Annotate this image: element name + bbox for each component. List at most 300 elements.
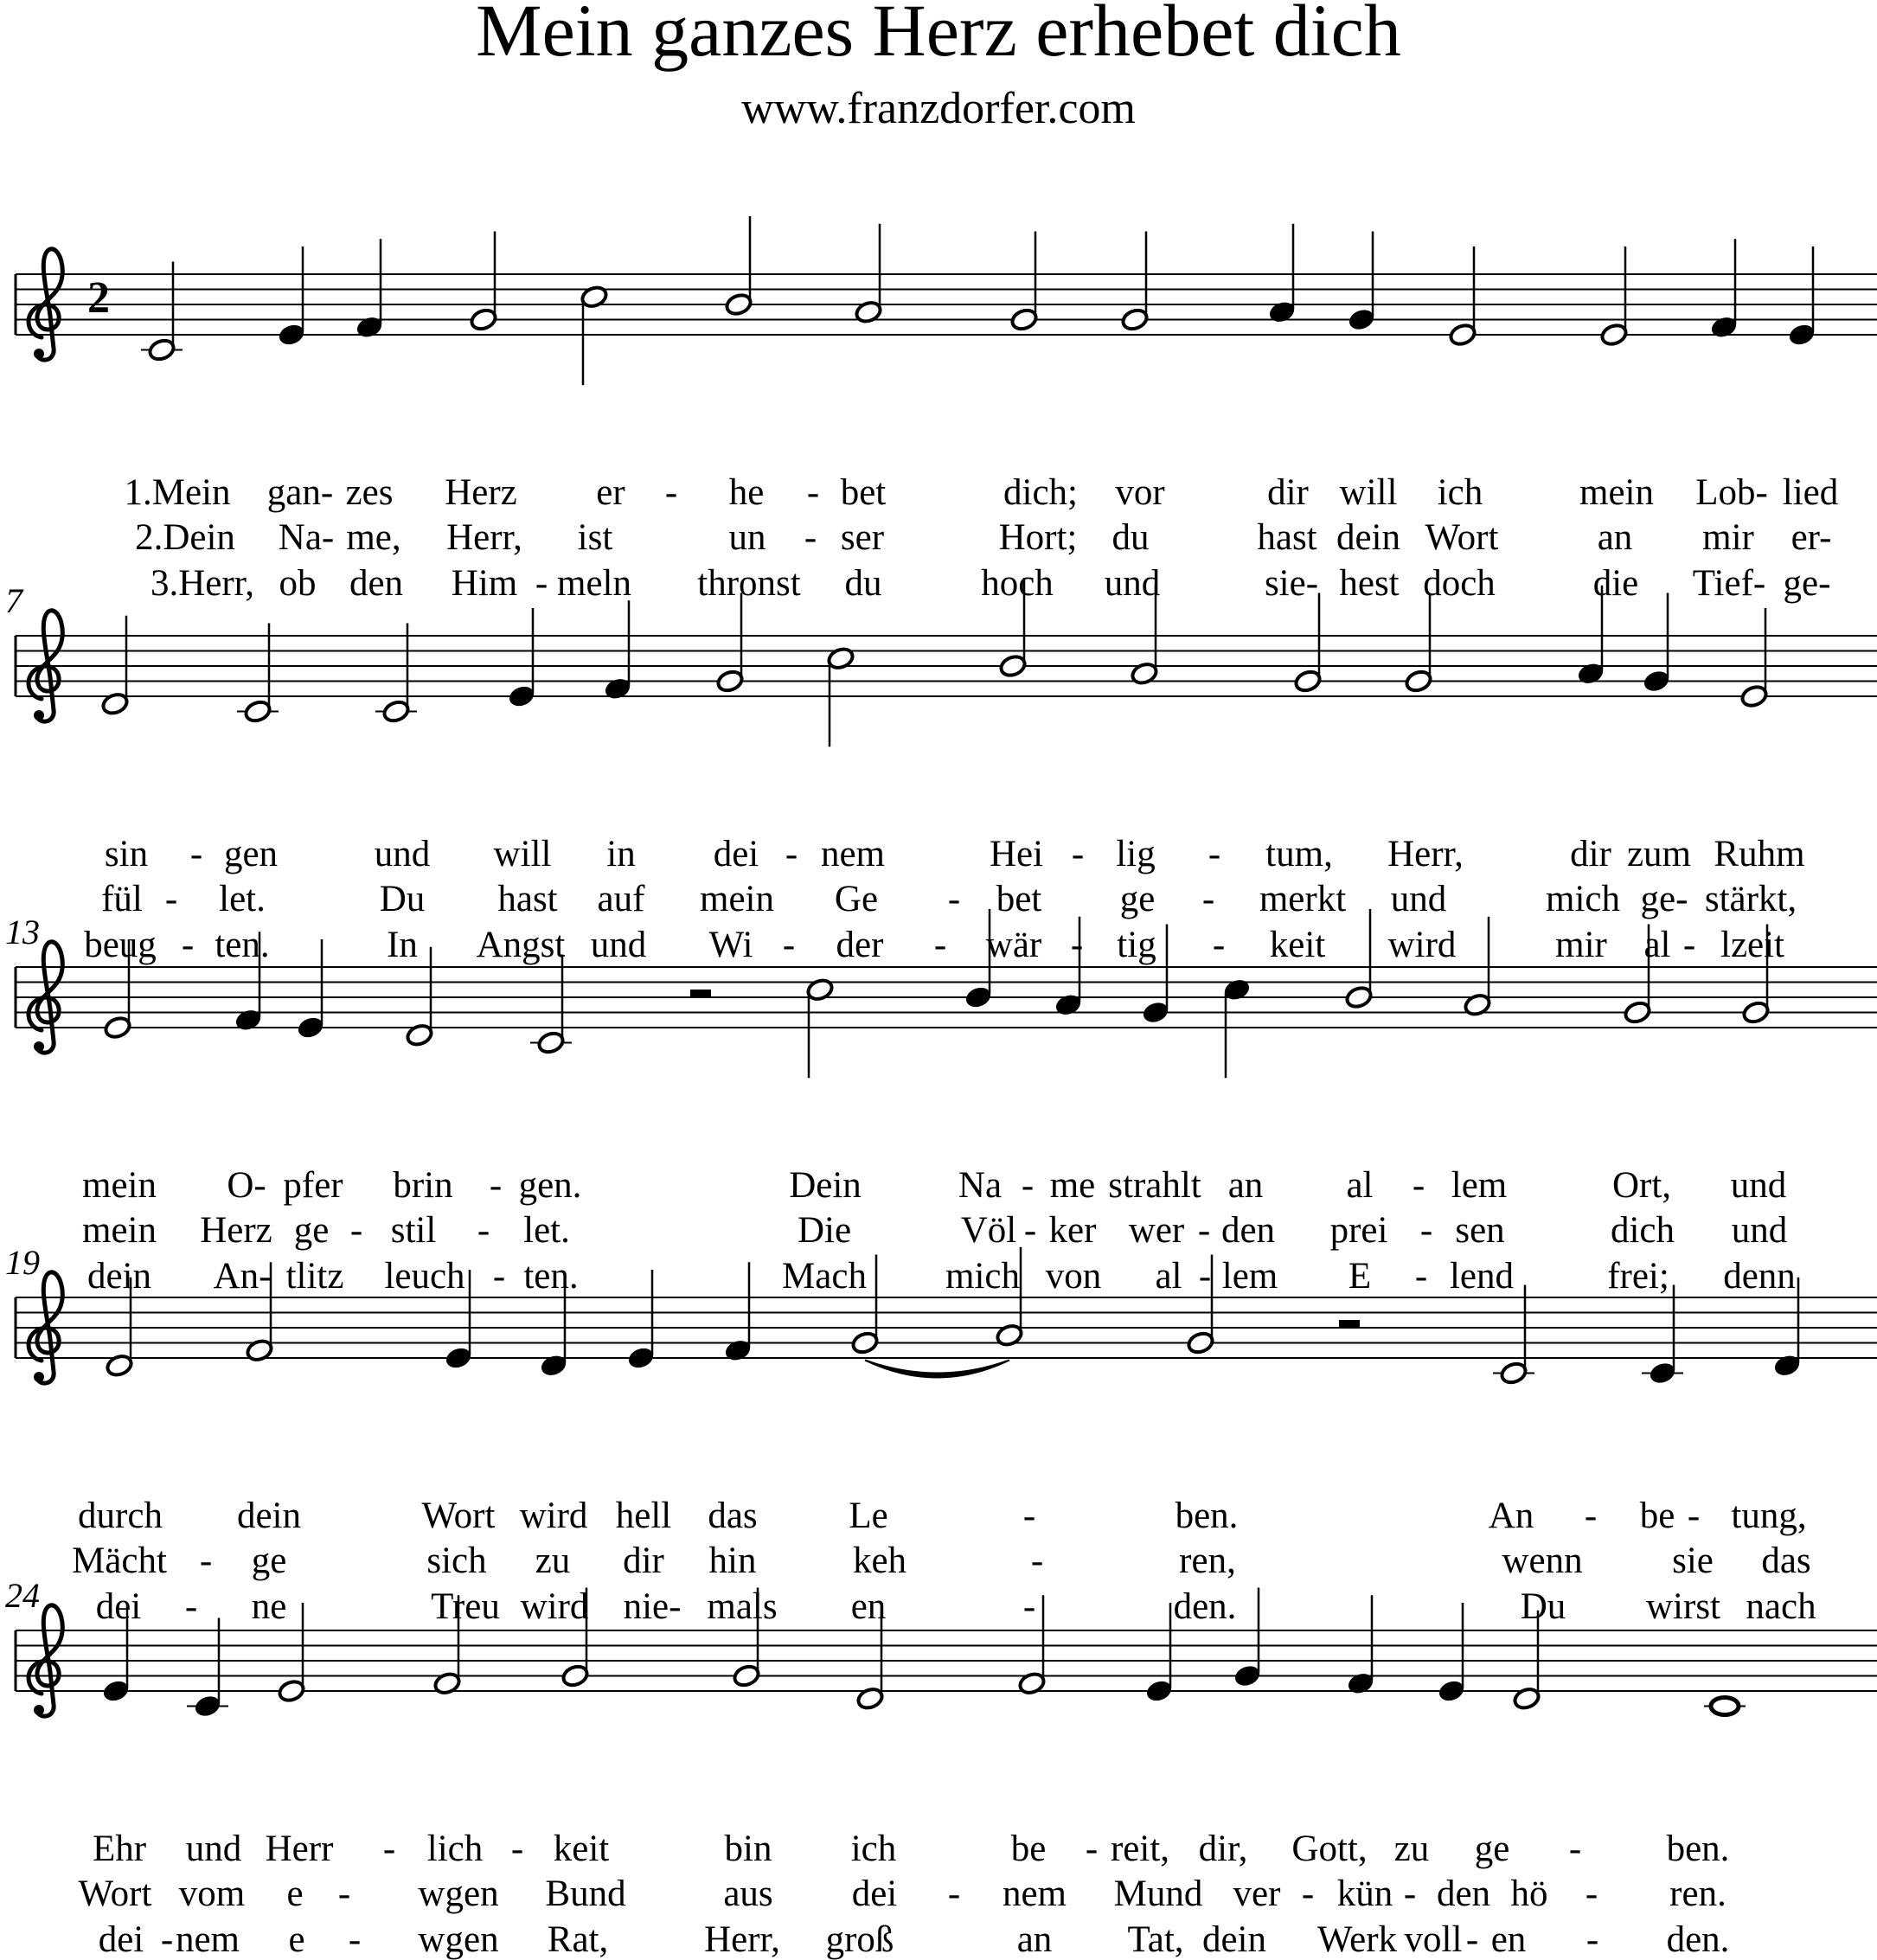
quarter-note: [1772, 1353, 1801, 1378]
half-note: [995, 1323, 1023, 1348]
lyric-syllable: tlitz: [285, 1256, 344, 1297]
lyric-syllable: hell: [615, 1496, 672, 1536]
lyric-syllable: und: [1730, 1165, 1787, 1206]
lyric-syllable: pfer: [283, 1165, 343, 1206]
lyric-syllable: -: [164, 879, 178, 919]
lyric-syllable: -: [1301, 1874, 1315, 1914]
lyric-syllable: -: [160, 1919, 174, 1960]
lyric-syllable: ne: [251, 1586, 287, 1627]
lyric-syllable: wer: [1128, 1210, 1185, 1251]
lyric-syllable: wenn: [1502, 1540, 1583, 1581]
lyric-syllable: wird: [1387, 925, 1457, 965]
lyric-syllable: dein: [1201, 1919, 1267, 1960]
lyric-syllable: frei;: [1607, 1256, 1669, 1297]
lyric-syllable: 1.Mein: [124, 472, 231, 513]
half-note: [850, 1330, 879, 1355]
lyric-syllable: Du: [379, 879, 426, 919]
lyric-syllable: will: [493, 834, 552, 874]
lyric-syllable: keit: [553, 1829, 610, 1869]
lyric-syllable: E: [1348, 1256, 1372, 1297]
lyric-syllable: -: [489, 1165, 503, 1206]
lyric-syllable: zu: [535, 1540, 571, 1581]
lyric-syllable: beug: [84, 925, 157, 965]
half-note: [1739, 683, 1768, 708]
half-note: [561, 1663, 589, 1688]
lyric-syllable: dir,: [1198, 1829, 1248, 1869]
lyric-syllable: ten.: [215, 925, 270, 965]
lyric-syllable: Gott,: [1291, 1829, 1368, 1869]
lyric-syllable: den.: [1173, 1586, 1237, 1627]
quarter-note: [193, 1694, 221, 1719]
lyric-syllable: ge-: [1640, 879, 1688, 919]
half-note: [103, 1015, 131, 1040]
lyric-syllable: mein: [82, 1165, 157, 1206]
lyric-syllable: bet: [840, 472, 887, 513]
lyric-syllable: -: [1030, 1540, 1044, 1581]
lyric-syllable: zum: [1626, 834, 1692, 874]
lyric-syllable: sie-: [1264, 563, 1319, 604]
half-note: [1293, 669, 1322, 694]
lyric-syllable: Angst: [476, 925, 566, 965]
half-note: [1017, 1671, 1046, 1696]
quarter-note: [1144, 1678, 1173, 1703]
lyric-syllable: den: [1220, 1210, 1276, 1251]
lyric-syllable: er-: [1791, 517, 1832, 558]
half-note: [1344, 984, 1373, 1009]
lyric-syllable: hast: [497, 879, 558, 919]
lyric-syllable: doch: [1423, 563, 1496, 604]
lyric-syllable: tum,: [1265, 834, 1333, 874]
lyric-syllable: meln: [557, 563, 631, 604]
lyric-syllable: kün: [1336, 1874, 1393, 1914]
lyric-syllable: und: [374, 834, 431, 874]
lyric-syllable: voll: [1404, 1919, 1463, 1960]
lyric-syllable: Tat,: [1127, 1919, 1184, 1960]
lyric-syllable: Le: [849, 1496, 888, 1536]
half-note: [826, 646, 855, 671]
lyric-syllable: das: [1761, 1540, 1811, 1581]
lyric-syllable: dein: [236, 1496, 302, 1536]
lyric-syllable: let.: [523, 1210, 570, 1251]
measure-number: 19: [5, 1243, 40, 1282]
whole-note: [1711, 1698, 1739, 1715]
lyric-syllable: das: [708, 1496, 758, 1536]
lyric-syllable: -: [510, 1829, 524, 1869]
lyric-syllable: me: [1049, 1165, 1096, 1206]
lyric-syllable: -: [806, 472, 820, 513]
half-note: [1599, 322, 1628, 347]
lyric-syllable: mir: [1702, 517, 1754, 558]
lyric-syllable: lich: [426, 1829, 484, 1869]
lyric-syllable: lzeit: [1720, 925, 1785, 965]
lyric-syllable: denn: [1723, 1256, 1796, 1297]
lyric-syllable: -: [1465, 1919, 1479, 1960]
lyric-syllable: al: [1643, 925, 1671, 965]
lyric-syllable: ren.: [1669, 1874, 1726, 1914]
lyric-syllable: -: [348, 1919, 362, 1960]
lyric-syllable: dich: [1610, 1210, 1675, 1251]
lyric-syllable: ich: [1437, 472, 1483, 513]
lyric-syllable: -: [1568, 1829, 1582, 1869]
lyric-syllable: reit,: [1110, 1829, 1170, 1869]
half-note: [1186, 1330, 1214, 1355]
lyric-syllable: Du: [1520, 1586, 1566, 1627]
half-note: [1120, 307, 1149, 332]
lyric-syllable: sen: [1455, 1210, 1505, 1251]
lyric-syllable: die: [1592, 563, 1639, 604]
lyric-syllable: 3.Herr,: [150, 563, 255, 604]
lyric-syllable: gen: [223, 834, 279, 874]
lyric-syllable: ob: [279, 563, 317, 604]
lyric-syllable: be: [1010, 1829, 1047, 1869]
lyric-syllable: -: [1201, 879, 1215, 919]
half-note: [805, 977, 834, 1002]
lyric-syllable: -: [1085, 1829, 1099, 1869]
lyric-syllable: e: [286, 1874, 304, 1914]
tie-arc: [865, 1361, 1009, 1378]
lyric-syllable: Ruhm: [1714, 834, 1805, 874]
lyric-syllable: -: [1687, 1496, 1701, 1536]
lyric-syllable: wird: [520, 1586, 589, 1627]
lyric-syllable: ser: [840, 517, 885, 558]
lyric-syllable: nach: [1746, 1586, 1816, 1627]
lyric-syllable: -: [1208, 834, 1221, 874]
quarter-note: [1346, 1671, 1374, 1696]
lyric-syllable: -: [1198, 1256, 1212, 1297]
lyric-syllable: -: [1414, 1256, 1428, 1297]
measure-number: 7: [5, 581, 22, 620]
lyric-syllable: Herr,: [446, 517, 522, 558]
time-signature: 2: [87, 273, 110, 323]
lyric-syllable: Mund: [1113, 1874, 1203, 1914]
half-note: [855, 1686, 884, 1711]
lyric-syllable: dei: [98, 1919, 144, 1960]
quarter-note: [296, 1015, 324, 1040]
lyric-syllable: du: [1111, 517, 1150, 558]
lyric-syllable: wirst: [1646, 1586, 1720, 1627]
lyric-syllable: hö: [1510, 1874, 1548, 1914]
lyric-syllable: -: [1585, 1874, 1598, 1914]
lyric-syllable: en: [1490, 1919, 1527, 1960]
lyric-syllable: nem: [175, 1919, 240, 1960]
lyric-syllable: ge-: [1783, 563, 1831, 604]
lyric-syllable: prei: [1329, 1210, 1388, 1251]
lyric-syllable: Herr,: [1387, 834, 1464, 874]
lyric-syllable: thronst: [697, 563, 801, 604]
quarter-note: [355, 315, 383, 340]
lyric-syllable: -: [933, 925, 947, 965]
lyric-syllable: lend: [1449, 1256, 1515, 1297]
lyric-syllable: hoch: [981, 563, 1054, 604]
half-note: [715, 669, 744, 694]
lyric-syllable: den: [1436, 1874, 1491, 1914]
lyric-syllable: hin: [708, 1540, 757, 1581]
lyric-syllable: Völ: [960, 1210, 1017, 1251]
lyric-syllable: stärkt,: [1704, 879, 1797, 919]
lyric-syllable: Wort: [78, 1874, 152, 1914]
lyric-syllable: Die: [797, 1210, 852, 1251]
lyric-syllable: merkt: [1259, 879, 1347, 919]
lyric-syllable: -: [1412, 1165, 1425, 1206]
lyric-syllable: brin: [393, 1165, 453, 1206]
lyric-syllable: stil: [390, 1210, 437, 1251]
lyric-syllable: dei: [713, 834, 759, 874]
lyric-syllable: an: [1227, 1165, 1264, 1206]
half-note: [1499, 1361, 1528, 1386]
lyric-syllable: -: [492, 1256, 506, 1297]
half-note: [245, 1338, 273, 1363]
lyric-syllable: -: [1419, 1210, 1433, 1251]
half-note: [469, 307, 497, 332]
lyric-syllable: -: [184, 1586, 198, 1627]
lyric-syllable: Bund: [545, 1874, 626, 1914]
lyric-syllable: hest: [1339, 563, 1400, 604]
quarter-note: [1347, 307, 1375, 332]
quarter-note: [1054, 992, 1082, 1017]
lyric-syllable: an: [1597, 517, 1633, 558]
quarter-note: [1787, 322, 1816, 347]
lyric-syllable: -: [1682, 925, 1696, 965]
quarter-note: [1709, 315, 1738, 340]
lyric-syllable: -: [477, 1210, 490, 1251]
lyric-syllable: Herz: [200, 1210, 272, 1251]
half-note: [854, 299, 882, 324]
lyric-syllable: wgen: [418, 1919, 499, 1960]
lyric-syllable: -: [782, 925, 796, 965]
lyric-syllable: -: [1022, 1586, 1036, 1627]
lyric-syllable: lig: [1116, 834, 1156, 874]
lyric-syllable: -: [1023, 1210, 1037, 1251]
lyric-syllable: Wort: [1425, 517, 1499, 558]
lyric-syllable: ich: [850, 1829, 897, 1869]
lyric-syllable: mich: [945, 1256, 1020, 1297]
lyric-syllable: sie: [1672, 1540, 1714, 1581]
lyric-syllable: -: [1584, 1496, 1598, 1536]
lyric-syllable: ben.: [1175, 1496, 1239, 1536]
lyric-syllable: ten.: [523, 1256, 579, 1297]
lyric-syllable: und: [1731, 1210, 1788, 1251]
half-note: [1463, 992, 1491, 1017]
lyric-syllable: un: [728, 517, 766, 558]
lyric-syllable: Him: [451, 563, 518, 604]
half-note: [536, 1030, 565, 1055]
half-note: [277, 1678, 305, 1703]
lyric-syllable: nem: [820, 834, 886, 874]
lyric-syllable: ker: [1048, 1210, 1097, 1251]
lyric-syllable: Herr,: [704, 1919, 780, 1960]
lyric-syllable: mein: [1579, 472, 1654, 513]
lyric-syllable: ge: [1474, 1829, 1510, 1869]
lyric-syllable: -: [181, 925, 195, 965]
measure-number: 13: [5, 913, 40, 951]
lyric-syllable: sich: [426, 1540, 487, 1581]
lyric-syllable: Wi: [708, 925, 753, 965]
lyric-syllable: sin: [104, 834, 149, 874]
lyric-syllable: -: [1021, 1165, 1035, 1206]
lyric-syllable: An-: [213, 1256, 272, 1297]
lyric-syllable: mir: [1555, 925, 1607, 965]
half-note: [432, 1671, 461, 1696]
lyric-syllable: fül: [101, 879, 143, 919]
half-rest: [1339, 1320, 1360, 1328]
quarter-note: [101, 1678, 130, 1703]
lyric-syllable: Ge: [834, 879, 879, 919]
lyric-syllable: dein: [1336, 517, 1401, 558]
quarter-note: [1648, 1361, 1676, 1386]
lyric-syllable: zu: [1393, 1829, 1430, 1869]
lyric-syllable: -: [1212, 925, 1226, 965]
lyric-syllable: dir: [1570, 834, 1611, 874]
lyric-syllable: -: [1071, 834, 1085, 874]
quarter-note: [1576, 661, 1605, 686]
lyric-syllable: dei: [851, 1874, 898, 1914]
lyric-syllable: Lob-: [1695, 472, 1768, 513]
lyric-syllable: ren,: [1179, 1540, 1236, 1581]
lyric-syllable: keh: [852, 1540, 907, 1581]
lyric-syllable: du: [844, 563, 882, 604]
quarter-note: [1437, 1678, 1465, 1703]
lyric-syllable: ver: [1233, 1874, 1281, 1914]
lyric-syllable: -: [189, 834, 203, 874]
lyric-syllable: Dein: [789, 1165, 862, 1206]
lyric-syllable: Na: [958, 1165, 1003, 1206]
lyric-syllable: -: [535, 563, 548, 604]
lyric-syllable: nie-: [623, 1586, 682, 1627]
quarter-note: [723, 1338, 752, 1363]
half-note: [1404, 669, 1432, 694]
lyric-syllable: gen.: [518, 1165, 582, 1206]
lyric-syllable: en: [850, 1586, 887, 1627]
lyric-syllable: me,: [346, 517, 401, 558]
lyric-syllable: Ehr: [92, 1829, 147, 1869]
lyric-syllable: keit: [1269, 925, 1326, 965]
lyric-syllable: tig: [1117, 925, 1156, 965]
quarter-note: [1642, 669, 1670, 694]
lyric-syllable: groß: [825, 1919, 894, 1960]
lyric-syllable: dei: [95, 1586, 142, 1627]
lyric-syllable: Ort,: [1611, 1165, 1672, 1206]
half-note: [405, 1022, 433, 1047]
lyric-syllable: und: [590, 925, 647, 965]
half-rest: [690, 990, 711, 997]
half-note: [243, 699, 272, 724]
lyric-syllable: Treu: [431, 1586, 500, 1627]
quarter-note: [539, 1353, 567, 1378]
quarter-note: [626, 1345, 655, 1370]
half-note: [1448, 322, 1477, 347]
lyric-syllable: O-: [227, 1165, 266, 1206]
quarter-note: [234, 1008, 262, 1033]
lyric-syllable: bin: [724, 1829, 772, 1869]
lyric-syllable: In: [387, 925, 418, 965]
lyric-syllable: von: [1045, 1256, 1102, 1297]
lyric-syllable: dich;: [1003, 472, 1078, 513]
lyric-syllable: -: [947, 1874, 961, 1914]
half-note: [580, 285, 608, 310]
lyric-syllable: -: [349, 1210, 363, 1251]
half-note: [998, 653, 1027, 678]
half-note: [732, 1663, 760, 1688]
lyric-syllable: Na-: [278, 517, 335, 558]
quarter-note: [507, 683, 535, 708]
lyric-syllable: he: [728, 472, 765, 513]
lyric-syllable: Wort: [421, 1496, 496, 1536]
lyric-syllable: ge: [251, 1540, 287, 1581]
lyric-syllable: ge: [1119, 879, 1156, 919]
lyric-syllable: und: [1390, 879, 1447, 919]
measure-number: 24: [5, 1576, 40, 1615]
lyric-syllable: wgen: [418, 1874, 499, 1914]
lyric-syllable: Hei: [989, 834, 1044, 874]
lyric-syllable: und: [1104, 563, 1161, 604]
lyric-syllable: gan-: [266, 472, 334, 513]
lyric-syllable: -: [947, 879, 961, 919]
lyric-syllable: -: [1070, 925, 1084, 965]
lyric-syllable: Tief-: [1692, 563, 1766, 604]
lyric-syllable: vom: [178, 1874, 246, 1914]
lyric-syllable: lem: [1451, 1165, 1508, 1206]
quarter-note: [277, 322, 305, 347]
lyric-syllable: mals: [707, 1586, 778, 1627]
lyric-syllable: let.: [219, 879, 266, 919]
lyric-syllable: tung,: [1731, 1496, 1807, 1536]
lyric-syllable: e: [288, 1919, 305, 1960]
half-note: [1512, 1686, 1541, 1711]
lyric-syllable: an: [1016, 1919, 1053, 1960]
lyric-syllable: -: [785, 834, 798, 874]
lyric-syllable: hast: [1257, 517, 1317, 558]
lyric-syllable: lem: [1221, 1256, 1278, 1297]
lyric-syllable: -: [382, 1829, 396, 1869]
lyric-syllable: Werk: [1316, 1919, 1398, 1960]
lyric-syllable: nem: [1002, 1874, 1067, 1914]
lyric-syllable: -: [337, 1874, 351, 1914]
lyric-syllable: ist: [577, 517, 613, 558]
lyric-syllable: er: [596, 472, 625, 513]
half-note: [1130, 661, 1158, 686]
lyric-syllable: ben.: [1666, 1829, 1730, 1869]
quarter-note: [964, 984, 992, 1009]
quarter-note: [1222, 977, 1251, 1002]
lyric-syllable: al: [1346, 1165, 1374, 1206]
quarter-note: [1141, 1000, 1169, 1025]
half-note: [381, 699, 410, 724]
half-note: [105, 1353, 133, 1378]
lyric-syllable: Mach: [782, 1256, 867, 1297]
lyric-syllable: -: [199, 1540, 213, 1581]
page-subtitle: www.franzdorfer.com: [741, 84, 1136, 133]
half-note: [1623, 1000, 1651, 1025]
lyric-syllable: An: [1488, 1496, 1534, 1536]
half-note: [147, 337, 176, 362]
quarter-note: [1267, 299, 1296, 324]
quarter-note: [444, 1345, 472, 1370]
lyric-syllable: der: [836, 925, 884, 965]
lyric-syllable: will: [1339, 472, 1398, 513]
lyric-syllable: Herz: [445, 472, 517, 513]
half-note: [100, 691, 129, 716]
lyric-syllable: vor: [1115, 472, 1165, 513]
lyric-syllable: den: [349, 563, 404, 604]
lyric-syllable: Hort;: [998, 517, 1078, 558]
lyric-syllable: dir: [623, 1540, 664, 1581]
lyric-syllable: -: [1586, 1919, 1599, 1960]
lyric-syllable: lied: [1782, 472, 1839, 513]
lyric-syllable: durch: [78, 1496, 163, 1536]
lyric-syllable: dein: [86, 1256, 152, 1297]
lyric-syllable: mich: [1546, 879, 1620, 919]
quarter-note: [603, 676, 631, 701]
